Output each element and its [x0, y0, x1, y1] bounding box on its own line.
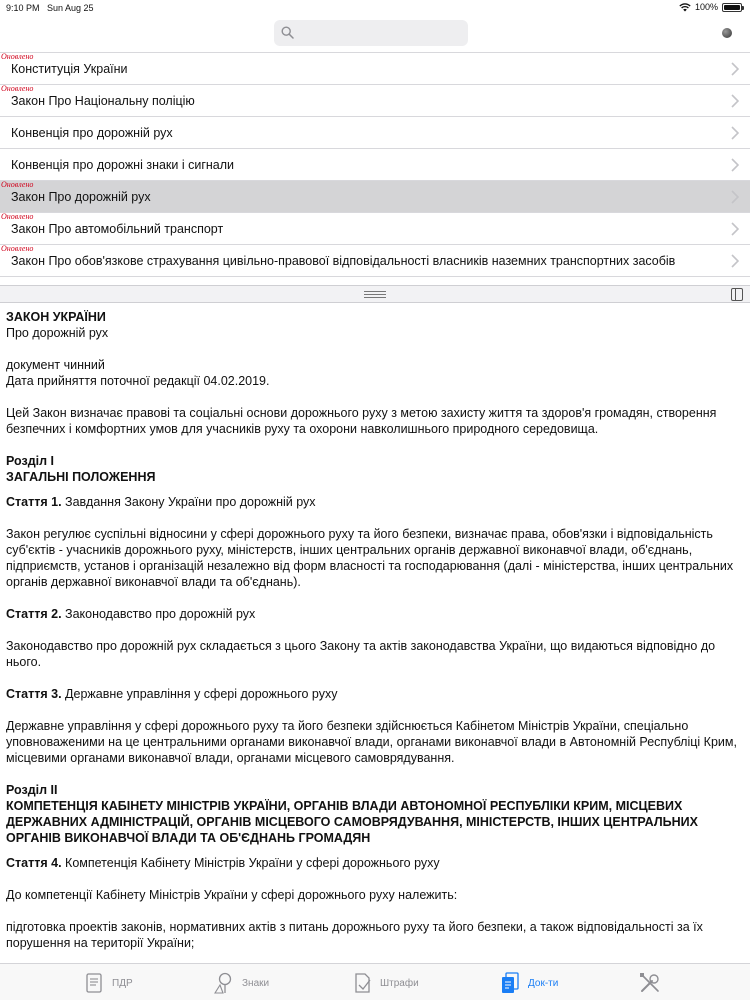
- tab-documents[interactable]: [498, 969, 558, 997]
- chevron-right-icon: [731, 222, 739, 236]
- chevron-right-icon: [731, 254, 739, 268]
- search-icon: [281, 26, 294, 39]
- tab-tools[interactable]: [638, 969, 662, 997]
- document-title: Конституція України: [11, 62, 128, 76]
- article-text: підготовка проектів законів, нормативних актів з питань дорожнього руху та його безпеки, а також відповідальності за їх порушення на території України;: [6, 920, 703, 950]
- chevron-right-icon: [731, 94, 739, 108]
- status-right: [679, 2, 742, 12]
- tab-label: Док-ти: [528, 977, 559, 989]
- article-title: Компетенція Кабінету Міністрів України у сфері дорожнього руху: [65, 856, 440, 870]
- updated-badge: Оновлено: [1, 52, 34, 61]
- document-title: Конвенція про дорожній рух: [11, 126, 173, 140]
- article-text: До компетенції Кабінету Міністрів України у сфері дорожнього руху належить:: [6, 888, 458, 902]
- pane-splitter[interactable]: [0, 285, 750, 303]
- document-title: Закон Про обов'язкове страхування цивільно-правової відповідальності власників наземних транспортних засобів: [11, 254, 676, 268]
- drag-handle-icon[interactable]: [364, 291, 386, 298]
- section-number: Розділ II: [6, 783, 58, 797]
- document-list-item[interactable]: [0, 85, 750, 117]
- article-heading: [6, 494, 746, 510]
- article-label: Стаття 4.: [6, 856, 62, 870]
- article-text: Законодавство про дорожній рух складається з цього Закону та актів законодавства України, що видаються відповідно до нього.: [6, 639, 716, 669]
- battery-fill: [724, 5, 740, 10]
- document-date: Дата прийняття поточної редакції 04.02.2019.: [6, 374, 270, 388]
- chevron-right-icon: [731, 190, 739, 204]
- document-status: документ чинний: [6, 358, 105, 372]
- chevron-right-icon: [731, 158, 739, 172]
- updated-badge: Оновлено: [1, 212, 34, 221]
- article-text: Закон регулює суспільні відносини у сфері дорожнього руху та його безпеки, визначає права, обов'язки і відповідальність суб'єктів - учасників дорожнього руху, міністерств, інших центральних органів державної виконавчої влади, об'єднань, підприємств, установ і організацій незалежно від форм власності та господарювання (далі - міністерства, інших центральних органів державної виконавчої влади та об'єднань).: [6, 527, 734, 589]
- documents-icon: [498, 971, 522, 995]
- section-number: Розділ I: [6, 454, 55, 468]
- rules-icon: [82, 971, 106, 995]
- article-label: Стаття 1.: [6, 495, 62, 509]
- tab-bar: [0, 963, 750, 1000]
- document-list-item[interactable]: [0, 149, 750, 181]
- document-name: Про дорожній рух: [6, 326, 109, 340]
- status-bar: [0, 0, 750, 16]
- settings-dot-icon[interactable]: [722, 28, 732, 38]
- document-content[interactable]: [6, 309, 746, 963]
- tab-signs[interactable]: [212, 969, 269, 997]
- signs-icon: [212, 971, 236, 995]
- updated-badge: Оновлено: [1, 84, 34, 93]
- wifi-icon: [679, 3, 691, 12]
- document-list-item[interactable]: [0, 181, 750, 213]
- chevron-right-icon: [731, 62, 739, 76]
- section-title: КОМПЕТЕНЦІЯ КАБІНЕТУ МІНІСТРІВ УКРАЇНИ, ОРГАНІВ ВЛАДИ АВТОНОМНОЇ РЕСПУБЛІКИ КРИМ, МІСЦЕВИХ ДЕРЖАВНИХ АДМІНІСТРАЦІЙ, ОРГАНІВ МІСЦЕВОГО САМОВРЯДУВАННЯ, МІНІСТЕРСТВ, ІНШИХ ЦЕНТРАЛЬНИХ ОРГАНІВ ВИКОНАВЧОЇ ВЛАДИ ТА ОБ'ЄДНАНЬ ГРОМАДЯН: [6, 799, 698, 845]
- document-list-item[interactable]: [0, 117, 750, 149]
- article-title: Завдання Закону України про дорожній рух: [65, 495, 316, 509]
- tab-label: ПДР: [112, 977, 133, 989]
- document-title: Закон Про Національну поліцію: [11, 94, 195, 108]
- document-title: Конвенція про дорожні знаки і сигнали: [11, 158, 235, 172]
- tab-fines[interactable]: [350, 969, 419, 997]
- status-date: Sun Aug 25: [47, 3, 94, 13]
- tab-label: Штрафи: [380, 977, 419, 989]
- search-input[interactable]: [298, 23, 462, 43]
- article-title: Державне управління у сфері дорожнього руху: [65, 687, 338, 701]
- article-label: Стаття 2.: [6, 607, 62, 621]
- expand-panel-icon[interactable]: [731, 288, 743, 301]
- document-title: Закон Про автомобільний транспорт: [11, 222, 224, 236]
- article-heading: [6, 855, 746, 871]
- tools-icon: [638, 971, 662, 995]
- status-time: 9:10 PM: [6, 3, 40, 13]
- article-label: Стаття 3.: [6, 687, 62, 701]
- document-list-item[interactable]: [0, 245, 750, 277]
- tab-rules[interactable]: [82, 969, 133, 997]
- document-list-item[interactable]: [0, 53, 750, 85]
- fines-icon: [350, 971, 374, 995]
- document-list-item[interactable]: [0, 213, 750, 245]
- article-heading: [6, 606, 746, 622]
- document-list: [0, 52, 750, 277]
- document-header: ЗАКОН УКРАЇНИ: [6, 310, 106, 324]
- article-text: Державне управління у сфері дорожнього руху та його безпеки здійснюється Кабінетом Міністрів України, спеціально уповноваженими на це центральними органами виконавчої влади, органами виконавчої влади в Автономній Республіці Крим, місцевими органами виконавчої влади, органами місцевого самоврядування.: [6, 719, 737, 765]
- section-title: ЗАГАЛЬНІ ПОЛОЖЕННЯ: [6, 470, 156, 484]
- battery-icon: [722, 3, 742, 12]
- article-heading: [6, 686, 746, 702]
- document-preamble: Цей Закон визначає правові та соціальні основи дорожнього руху з метою захисту життя та здоров'я громадян, створення безпечних і комфортних умов для учасників руху та охорони навколишнього природного середовища.: [6, 406, 717, 436]
- article-title: Законодавство про дорожній рух: [65, 607, 256, 621]
- battery-percent: 100%: [694, 2, 718, 12]
- search-bar[interactable]: [274, 20, 468, 46]
- updated-badge: Оновлено: [1, 180, 34, 189]
- document-title: Закон Про дорожній рух: [11, 190, 151, 204]
- tab-label: Знаки: [242, 977, 270, 989]
- updated-badge: Оновлено: [1, 244, 34, 253]
- chevron-right-icon: [731, 126, 739, 140]
